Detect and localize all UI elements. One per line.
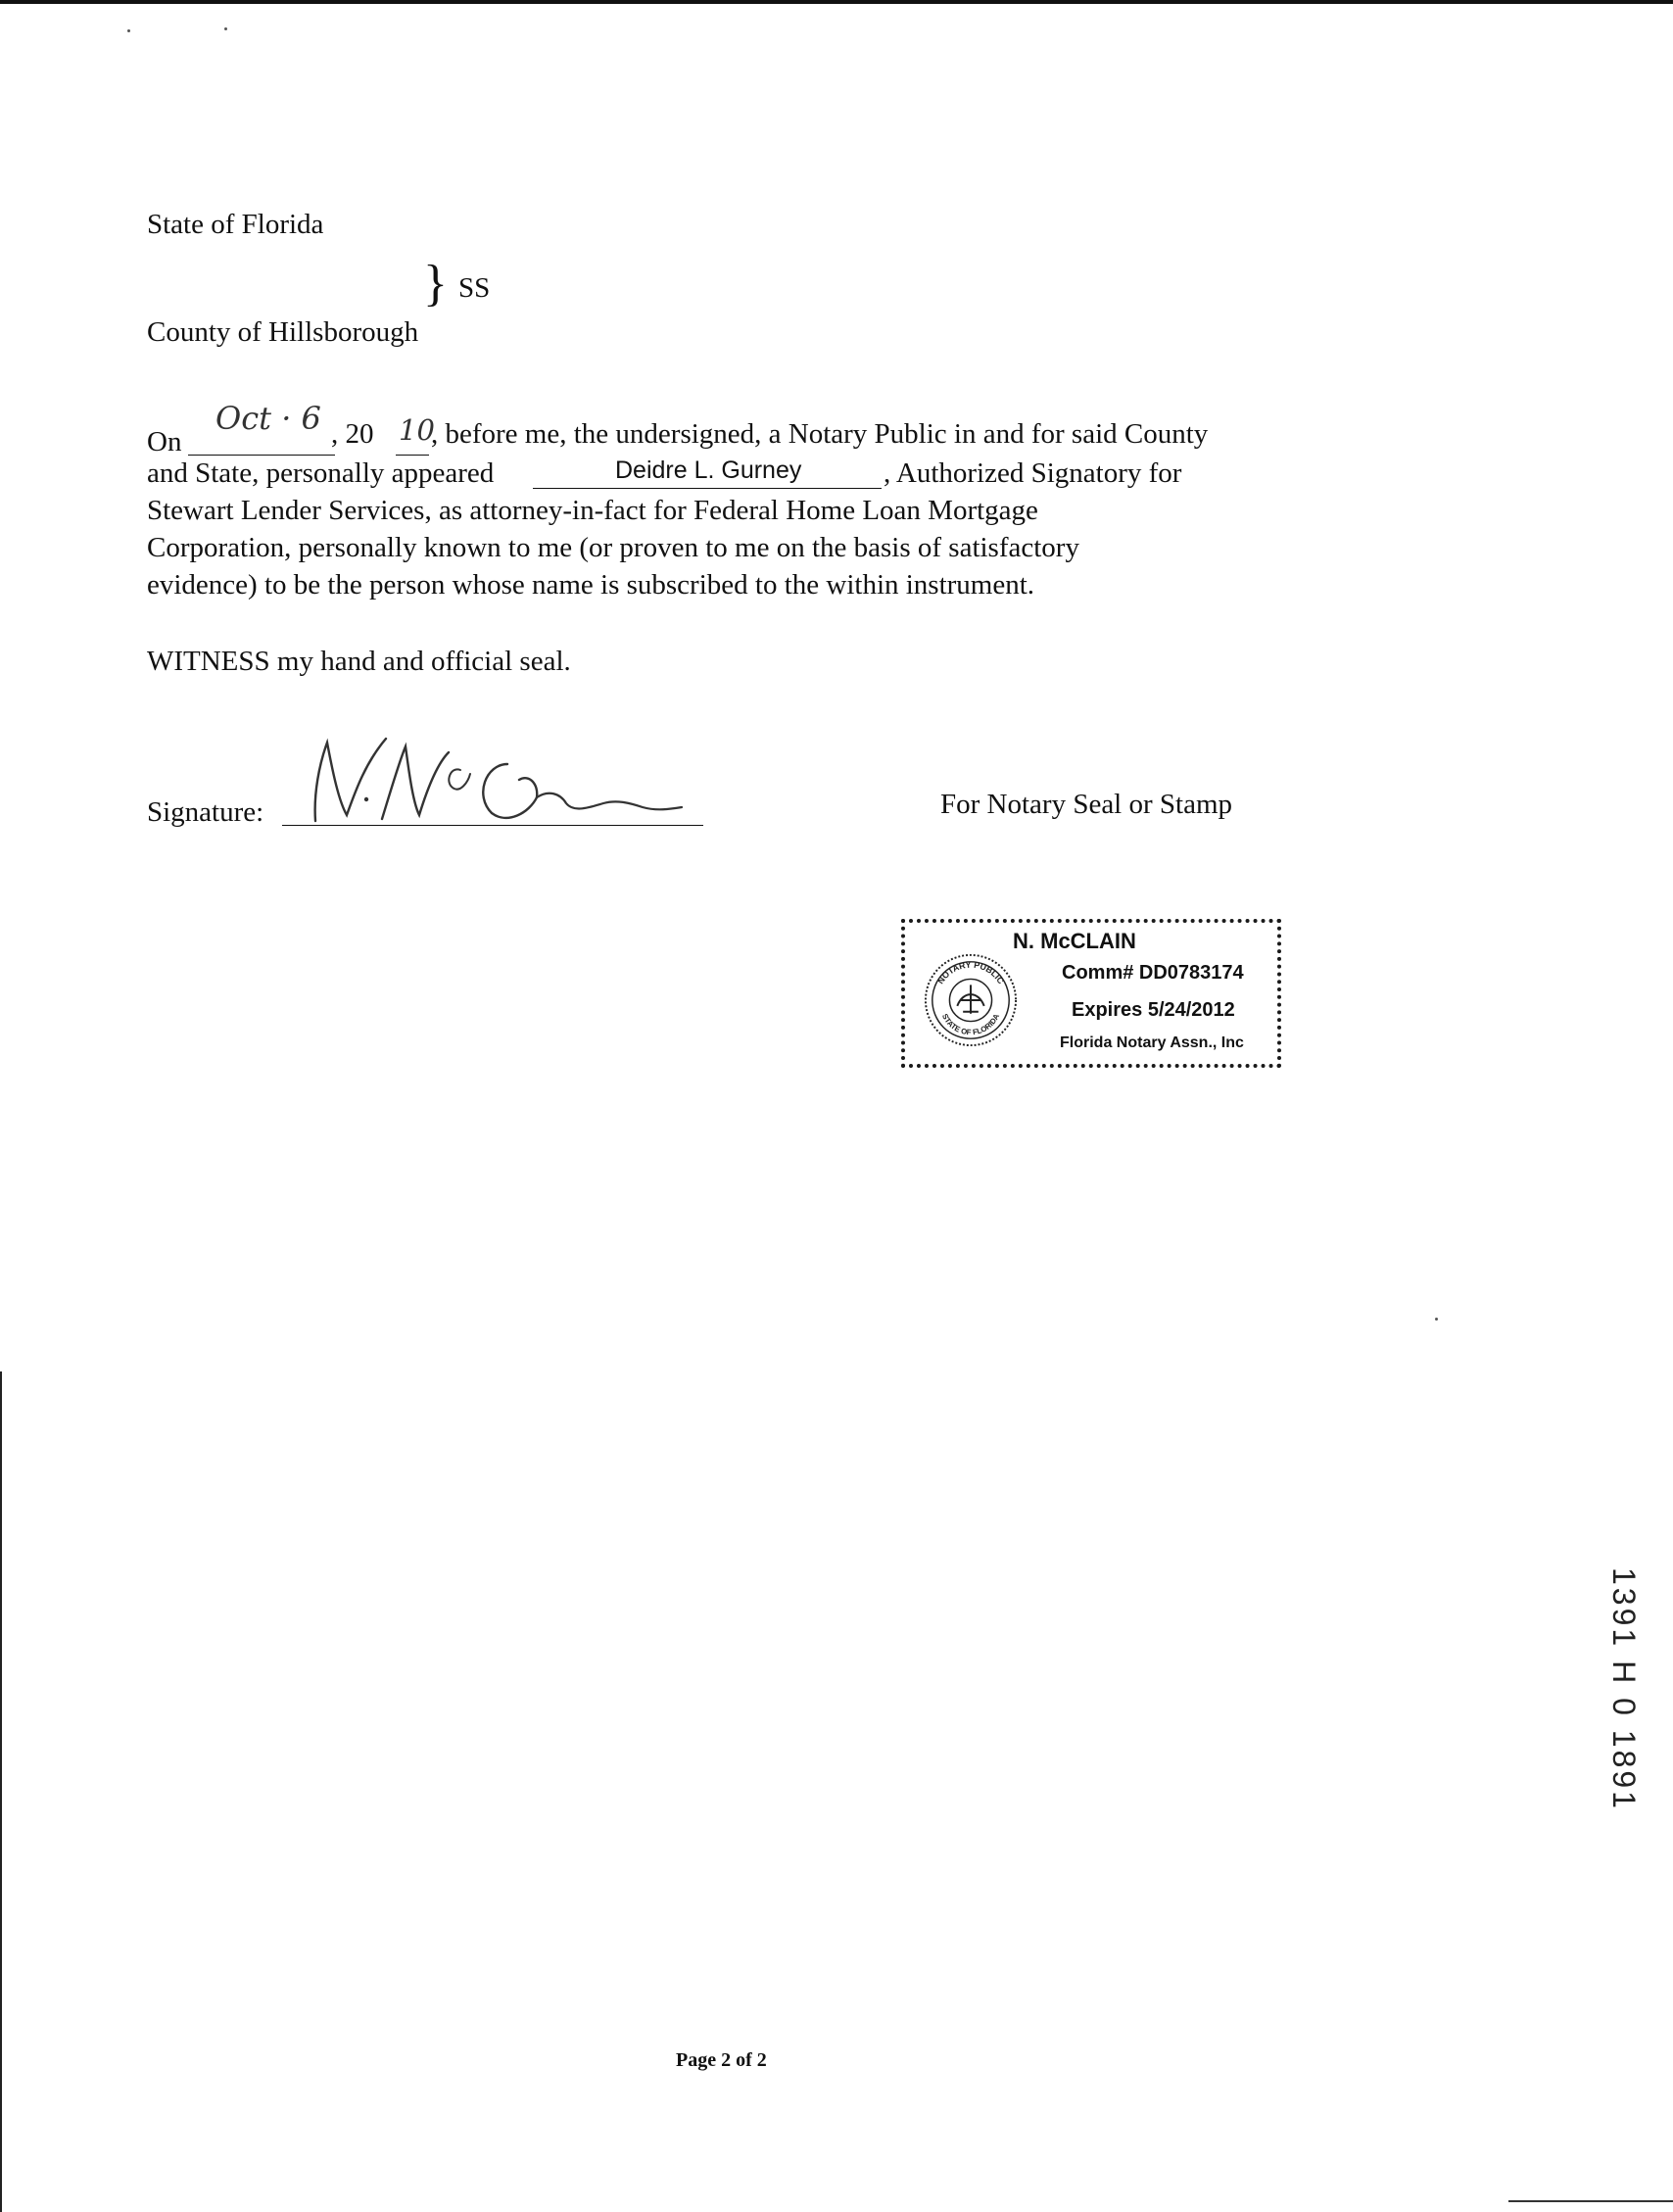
seal-text-top: NOTARY PUBLIC	[934, 959, 1007, 986]
ack-line-2: and State, personally appeared	[147, 457, 495, 489]
scan-speck	[127, 29, 130, 32]
notary-association: Florida Notary Assn., Inc	[1060, 1034, 1244, 1051]
year-prefix: , 20	[331, 418, 374, 450]
svg-text:STATE OF FLORIDA	[940, 1012, 1001, 1036]
notary-seal-icon	[923, 952, 1019, 1048]
venue-brace: }	[423, 256, 448, 312]
county-line: County of Hillsborough	[147, 316, 419, 348]
scan-left-edge	[0, 1371, 2, 2212]
margin-book-page-code: 1391 H 0 1891	[1606, 1567, 1642, 1811]
ss-label: SS	[458, 272, 491, 304]
witness-line: WITNESS my hand and official seal.	[147, 646, 571, 677]
ack-line-5: evidence) to be the person whose name is subscribed to the within instrument.	[147, 569, 1035, 601]
scan-top-edge	[0, 0, 1673, 4]
notary-expires: Expires 5/24/2012	[1072, 999, 1235, 1021]
ack-line-3: Stewart Lender Services, as attorney-in-fact for Federal Home Loan Mortgage	[147, 495, 1038, 526]
notary-commission: Comm# DD0783174	[1062, 962, 1244, 984]
scan-speck	[1435, 1318, 1438, 1321]
scan-corner-rule	[1508, 2200, 1673, 2202]
seal-label: For Notary Seal or Stamp	[940, 789, 1233, 820]
handwritten-date: Oct · 6	[215, 400, 321, 437]
scan-speck	[224, 27, 227, 30]
notary-name: N. McCLAIN	[1013, 929, 1136, 953]
page-number: Page 2 of 2	[676, 2049, 767, 2071]
notary-stamp	[901, 919, 1281, 1068]
ack-line-2-suffix: , Authorized Signatory for	[884, 457, 1182, 489]
ack-line-1: , before me, the undersigned, a Notary Public in and for said County	[431, 418, 1209, 450]
seal-text-bottom: STATE OF FLORIDA	[939, 1012, 1002, 1037]
signature-label: Signature:	[147, 796, 264, 828]
ack-line-4: Corporation, personally known to me (or proven to me on the basis of satisfactory	[147, 532, 1079, 563]
state-line: State of Florida	[147, 209, 324, 240]
handwritten-signature	[284, 725, 705, 833]
handwritten-year: 10	[399, 413, 435, 447]
on-word: On	[147, 426, 182, 457]
appeared-name: Deidre L. Gurney	[615, 457, 802, 484]
